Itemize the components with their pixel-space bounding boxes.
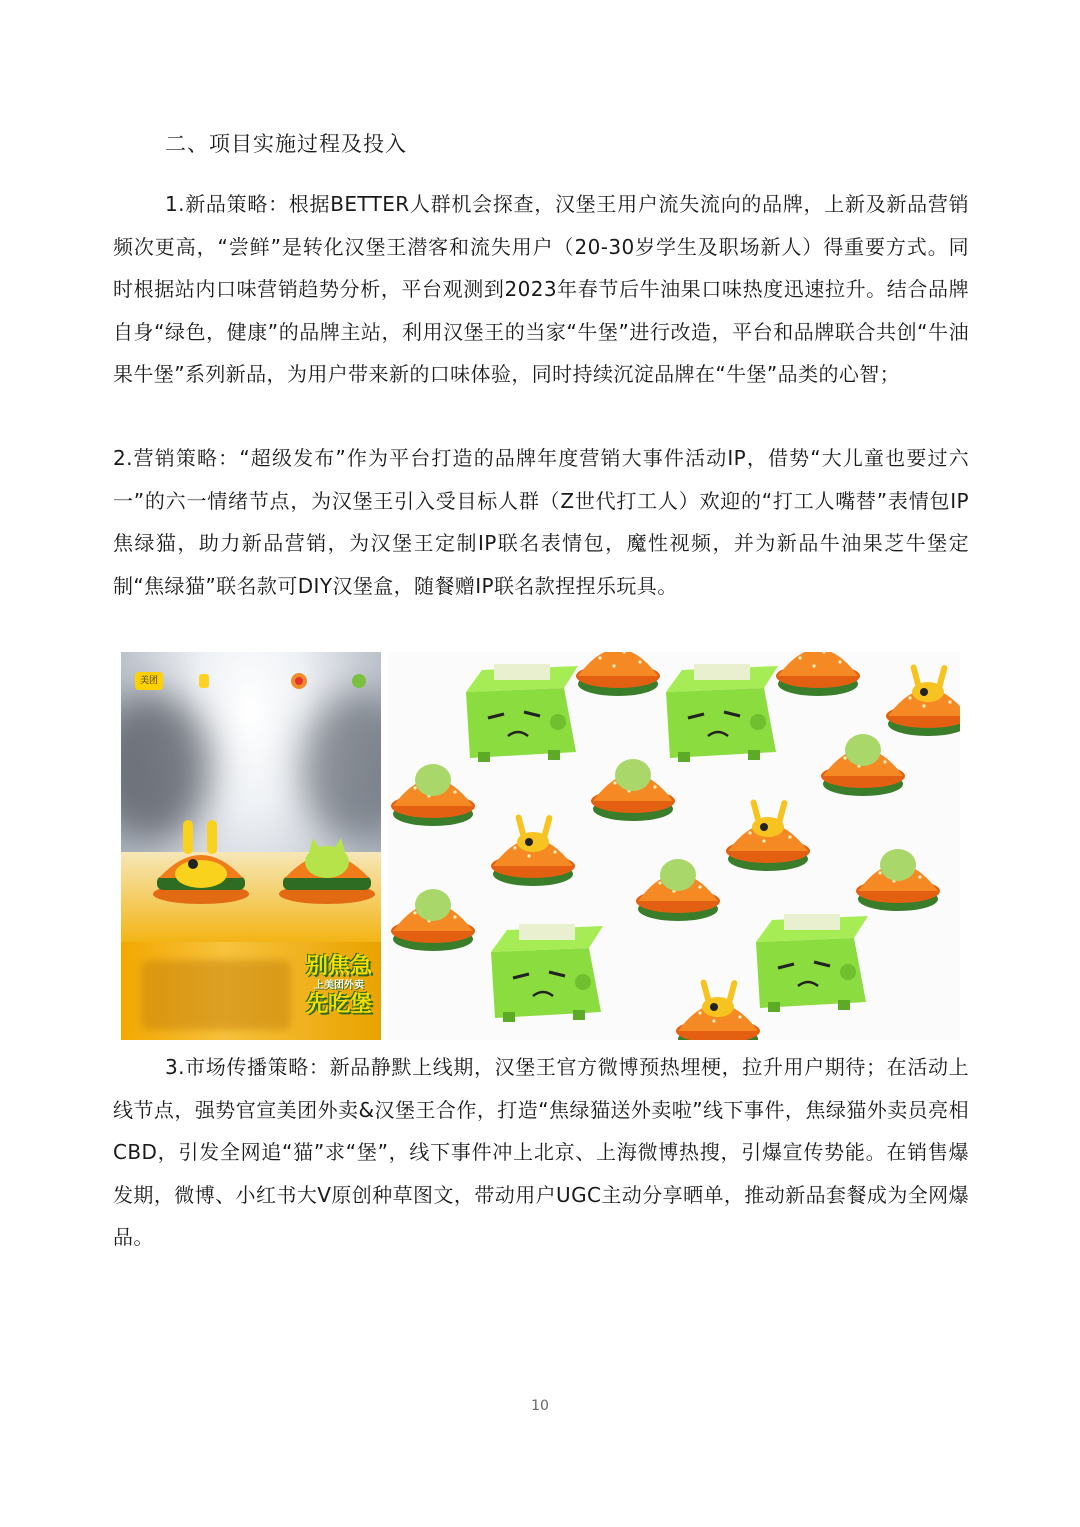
promo-photo-left	[121, 652, 381, 1040]
burger-toys-illustration	[121, 652, 381, 942]
promo-photo-right	[388, 652, 960, 1040]
page-number: 10	[531, 1398, 549, 1414]
slogan-line: 别焦急	[305, 954, 372, 979]
paragraph-text: 新品静默上线期，汉堡王官方微博预热埋梗，拉升用户期待；在活动上线节点，强势官宣美团外卖&汉堡王合作，打造“焦绿猫送外卖啦”线下事件，焦绿猫外卖员亮相CBD，引发全网追“猫”求“堡”，线下事件冲上北京、上海微博热搜，引爆宣传势能。在销售爆发期，微博、小红书大V原创种草图文，带动用户UGC主动分享晒单，推动新品套餐成为全网爆品。	[113, 1055, 969, 1250]
paragraph-label: 3.市场传播策略：	[165, 1055, 330, 1079]
paragraph-marketing-strategy	[113, 437, 969, 607]
slogan-subtext: 上美团外卖	[314, 980, 364, 991]
blurred-box	[141, 960, 291, 1030]
paragraph-label: 2.营销策略：	[113, 446, 240, 470]
paragraph-label: 1.新品策略：	[165, 192, 289, 216]
slogan-line: 先吃堡	[305, 992, 372, 1017]
paragraph-new-product-strategy	[113, 183, 969, 396]
toy-burgers-pattern	[388, 652, 960, 1040]
promo-slogan	[299, 955, 379, 1017]
paragraph-text: “超级发布”作为平台打造的品牌年度营销大事件活动IP，借势“大儿童也要过六一”的六一情绪节点，为汉堡王引入受目标人群（Z世代打工人）欢迎的“打工人嘴替”表情包IP焦绿猫，助力新品营销，为汉堡王定制IP联名表情包，魔性视频，并为新品牛油果芝牛堡定制“焦绿猫”联名款可DIY汉堡盒，随餐赠IP联名款捏捏乐玩具。	[113, 446, 969, 598]
section-heading: 二、项目实施过程及投入	[165, 132, 407, 156]
paragraph-communication-strategy	[113, 1046, 969, 1259]
paragraph-text: 根据BETTER人群机会探查，汉堡王用户流失流向的品牌，上新及新品营销频次更高，“尝鲜”是转化汉堡王潜客和流失用户（20-30岁学生及职场新人）得重要方式。同时根据站内口味营销趋势分析，平台观测到2023年春节后牛油果口味热度迅速拉升。结合品牌自身“绿色，健康”的品牌主站，利用汉堡王的当家“牛堡”进行改造，平台和品牌联合共创“牛油果牛堡”系列新品，为用户带来新的口味体验，同时持续沉淀品牌在“牛堡”品类的心智；	[113, 192, 969, 387]
meituan-logo: 美团	[135, 672, 163, 690]
